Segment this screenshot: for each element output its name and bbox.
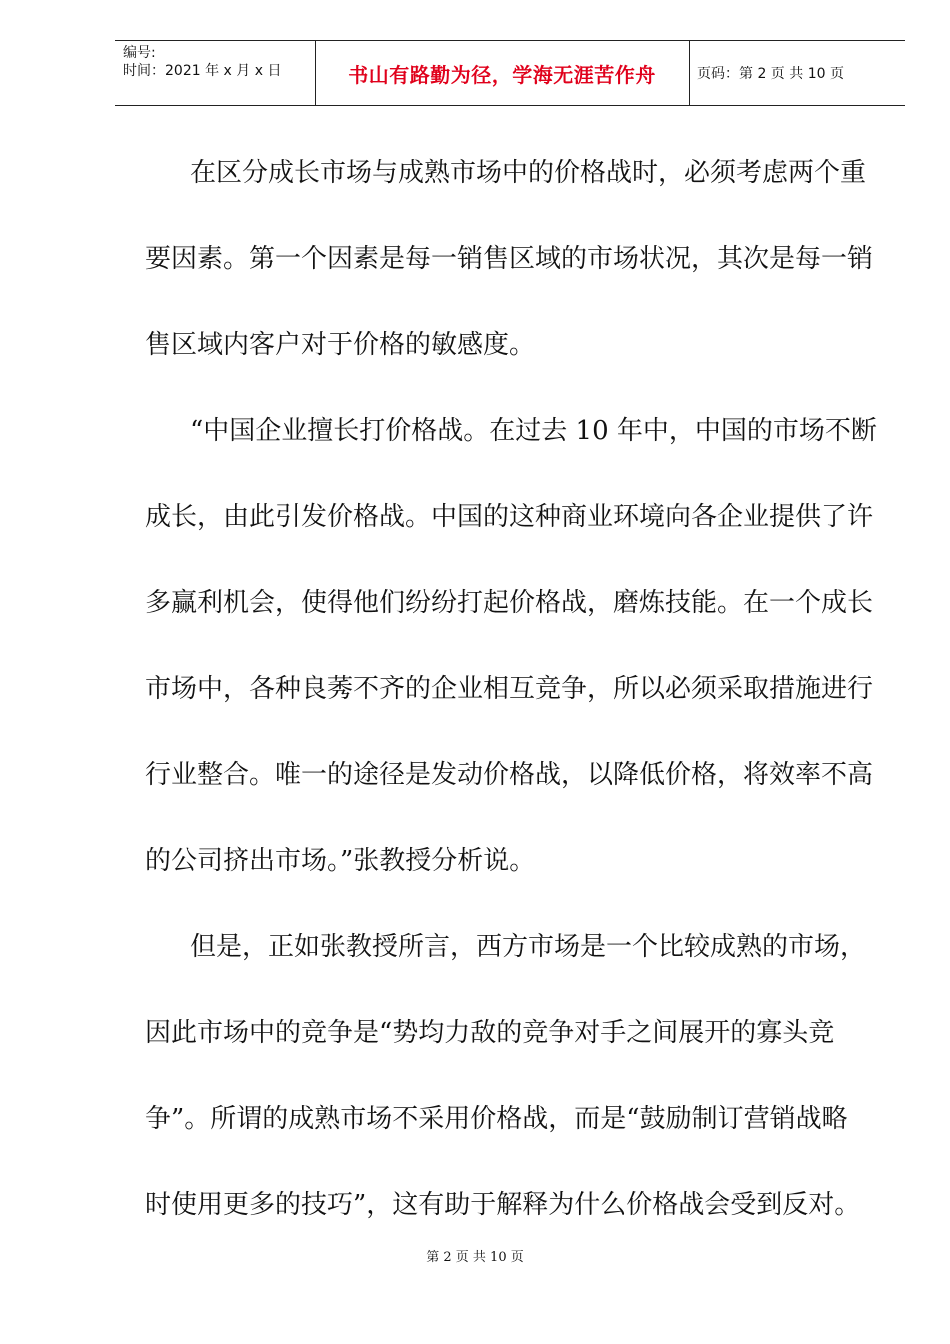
text-line: 在区分成长市场与成熟市场中的价格战时，必须考虑两个重 (190, 158, 867, 188)
text-line: 行业整合。唯一的途径是发动价格战，以降低价格，将效率不高 (145, 760, 874, 790)
text-line: 的公司挤出市场。”张教授分析说。 (145, 846, 536, 876)
text-line: 市场中，各种良莠不齐的企业相互竞争，所以必须采取措施进行 (145, 674, 874, 704)
header-page-info: 页码：第 2 页 共 10 页 (697, 66, 844, 82)
text-line: 成长，由此引发价格战。中国的这种商业环境向各企业提供了许 (145, 502, 874, 532)
text-line: 但是，正如张教授所言，西方市场是一个比较成熟的市场， (190, 932, 867, 962)
text-line: “中国企业擅长打价格战。在过去 10 年中，中国的市场不断 (190, 416, 877, 446)
header-motto: 书山有路勤为径，学海无涯苦作舟 (348, 62, 656, 87)
text-line: 多赢利机会，使得他们纷纷打起价格战，磨炼技能。在一个成长 (145, 588, 874, 618)
time-label: 时间：2021 年 x 月 x 日 (123, 63, 282, 79)
text-line: 要因素。第一个因素是每一销售区域的市场状况，其次是每一销 (145, 244, 874, 274)
text-line: 时使用更多的技巧”，这有助于解释为什么价格战会受到反对。 (145, 1190, 861, 1220)
header-divider (689, 41, 690, 105)
page-header (115, 40, 905, 106)
document-body (145, 130, 877, 1248)
text-line: 因此市场中的竞争是“势均力敌的竞争对手之间展开的寡头竞 (145, 1018, 835, 1048)
text-line: 争”。所谓的成熟市场不采用价格战，而是“鼓励制订营销战略 (145, 1104, 848, 1134)
text-line: 售区域内客户对于价格的敏感度。 (145, 330, 536, 360)
page-footer: 第 2 页 共 10 页 (426, 1250, 524, 1265)
serial-label: 编号: (123, 45, 156, 61)
